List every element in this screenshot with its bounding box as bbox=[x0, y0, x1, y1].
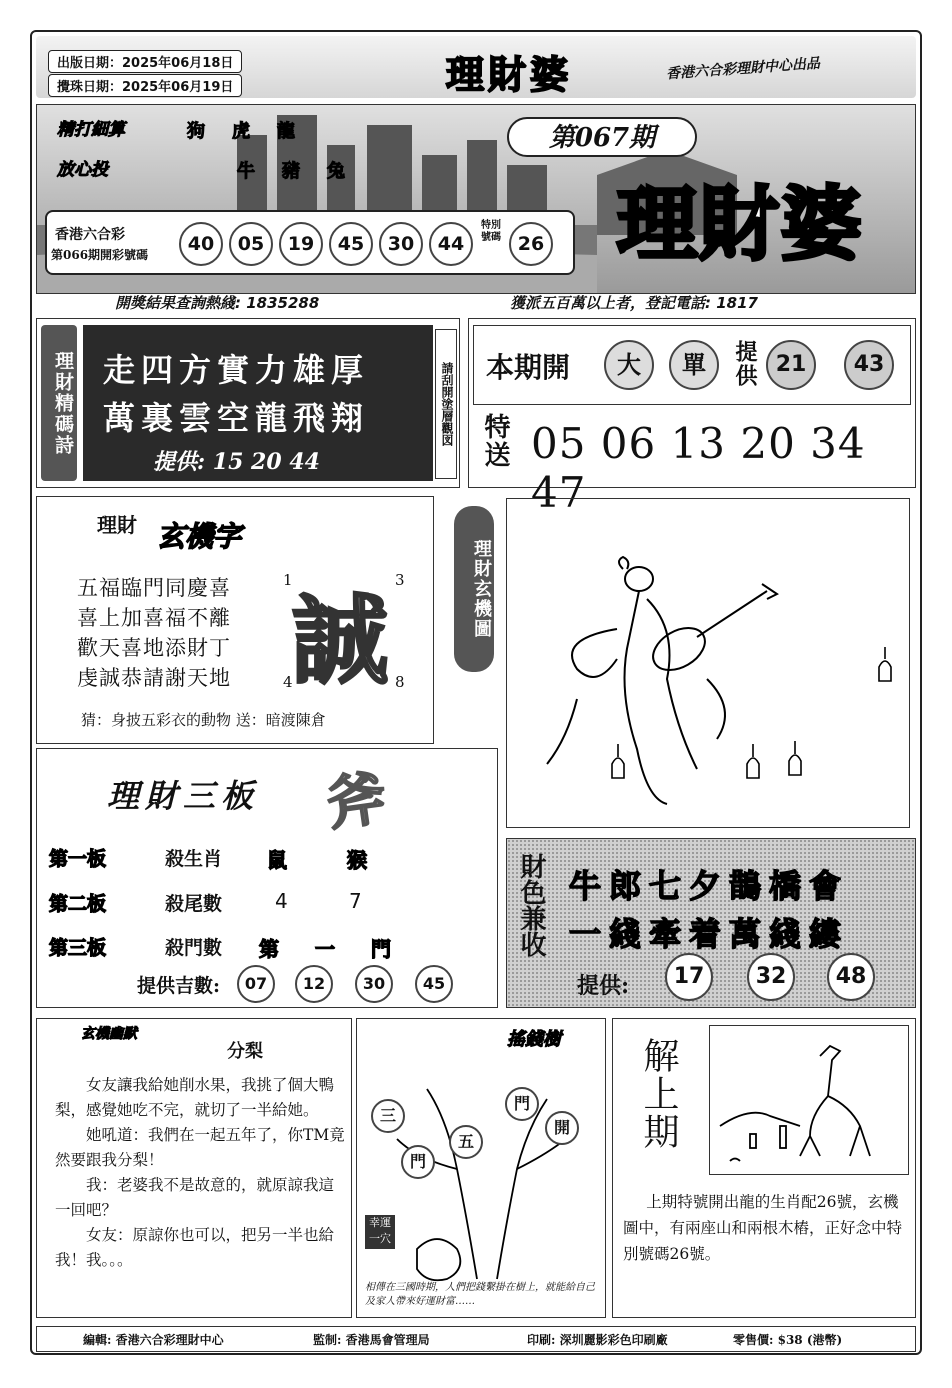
publish-date: 出版日期：2025年06月18日 bbox=[48, 50, 242, 73]
lucky-ball: 30 bbox=[355, 965, 393, 1003]
tree-fruit: 開 bbox=[545, 1111, 579, 1145]
axe-row-3-value: 第 bbox=[259, 937, 279, 961]
tree-fruit: 三 bbox=[371, 1099, 405, 1133]
big-title: 理財婆 bbox=[617, 177, 863, 271]
joke-badge: 玄機幽默 bbox=[81, 1026, 137, 1042]
xuanji-line: 歡天喜地添財丁 bbox=[77, 636, 231, 660]
xuanji-line: 虔誠恭請謝天地 bbox=[77, 666, 231, 690]
wealth-section bbox=[506, 838, 916, 1008]
axe-char: 斧 bbox=[323, 763, 391, 839]
poem-side-label: 理財精碼詩 bbox=[41, 325, 77, 481]
big-character: 誠 bbox=[292, 584, 388, 697]
special-ball: 26 bbox=[509, 222, 553, 266]
solution-section bbox=[612, 1018, 916, 1318]
banner bbox=[36, 104, 916, 294]
xuanji-title: 玄機字 bbox=[157, 520, 242, 553]
slogan-3: 虎 bbox=[232, 121, 250, 142]
axe-row-2-action: 殺尾數 bbox=[165, 893, 223, 915]
poem-provide: 提供: 15 20 44 bbox=[153, 449, 320, 475]
axe-row-2-label: 第二板 bbox=[49, 893, 107, 915]
joke-paragraph: 她吼道：我們在一起五年了，你TM竟然要跟我分梨！ bbox=[55, 1126, 345, 1169]
footer bbox=[36, 1326, 916, 1352]
picture-label: 理財玄機圖 bbox=[454, 506, 494, 672]
poem-line-2: 萬裏雲空龍飛翔 bbox=[103, 399, 370, 437]
joke-paragraph: 女友：原諒你也可以，把另一半也給我！我。。。 bbox=[55, 1226, 335, 1269]
xuanji-prefix: 理財 bbox=[97, 513, 137, 537]
special-send-numbers: 05 06 13 20 34 47 bbox=[531, 419, 866, 517]
tree-fruit: 門 bbox=[505, 1087, 539, 1121]
open-label: 本期開 bbox=[486, 351, 571, 384]
footer-supervisor: 監制: 香港馬會管理局 bbox=[313, 1333, 430, 1347]
tree-tag: 幸運一穴 bbox=[365, 1215, 395, 1249]
lucky-ball: 45 bbox=[415, 965, 453, 1003]
results-strip bbox=[45, 210, 575, 275]
axe-row-3-label: 第三板 bbox=[49, 937, 107, 959]
header bbox=[36, 36, 916, 98]
axe-row-3-action: 殺門數 bbox=[165, 937, 223, 959]
slogan-4: 龍 bbox=[277, 121, 295, 142]
open-ball-2: 單 bbox=[669, 340, 719, 390]
axe-row-1-value: 猴 bbox=[347, 848, 367, 872]
corner-num-1: 1 bbox=[283, 571, 293, 589]
result-ball: 05 bbox=[229, 222, 273, 266]
lucky-ball: 07 bbox=[237, 965, 275, 1003]
results-label-1: 香港六合彩 bbox=[55, 227, 125, 243]
provide-label: 提供 bbox=[732, 340, 758, 388]
solution-text: 上期特號開出龍的生肖配26號，玄機圖中，有兩座山和兩根木樁，正好念中特別號碼26號。 bbox=[623, 1193, 903, 1263]
tree-section bbox=[356, 1018, 606, 1318]
masthead: 理財婆 bbox=[446, 52, 573, 97]
slogan-6: 牛 bbox=[237, 161, 255, 182]
money-tree-illustration bbox=[357, 1019, 607, 1319]
slogan-7: 豬 bbox=[282, 161, 300, 182]
xuanji-riddle: 猜：身披五彩衣的動物 送：暗渡陳倉 bbox=[81, 711, 326, 729]
this-issue-section bbox=[468, 318, 916, 517]
wealth-ball: 48 bbox=[827, 953, 875, 1001]
open-ball-1: 大 bbox=[604, 340, 654, 390]
wealth-ball: 17 bbox=[665, 953, 713, 1001]
corner-num-4: 4 bbox=[283, 673, 293, 691]
axe-row-2-value: 7 bbox=[349, 889, 362, 913]
slogan-1: 精打細算 bbox=[57, 120, 125, 140]
slogan-2: 狗 bbox=[187, 121, 205, 142]
axe-row-3-value: 門 bbox=[371, 937, 391, 961]
slogan-5: 放心投 bbox=[57, 160, 108, 180]
wealth-line-1: 牛郎七夕鵲橋會 bbox=[569, 867, 850, 905]
issue-badge: 第067期 bbox=[507, 117, 697, 157]
lucky-ball: 12 bbox=[295, 965, 333, 1003]
provide-ball: 43 bbox=[844, 340, 894, 390]
result-ball: 19 bbox=[279, 222, 323, 266]
picture-panel bbox=[506, 498, 910, 828]
register-phone: 獲派五百萬以上者，登記電話: 1817 bbox=[510, 294, 758, 312]
giraffe-panel bbox=[709, 1025, 909, 1175]
lucky-label: 提供吉數: bbox=[137, 975, 221, 997]
tree-title: 搖錢樹 bbox=[507, 1029, 561, 1050]
xuanji-section bbox=[36, 496, 434, 744]
axe-row-1-label: 第一板 bbox=[49, 848, 107, 870]
footer-price: 零售價: $38 (港幣) bbox=[733, 1333, 843, 1347]
poem-line-1: 走四方實力雄厚 bbox=[103, 351, 370, 389]
result-ball: 45 bbox=[329, 222, 373, 266]
axe-row-3-value: 一 bbox=[315, 937, 335, 961]
provide-ball: 21 bbox=[766, 340, 816, 390]
scratch-note: 請刮開塗層觀図 bbox=[435, 329, 457, 479]
slogan-8: 兔 bbox=[327, 161, 345, 182]
solution-title: 解上期 bbox=[638, 1037, 679, 1151]
banner-text: 香港六合彩理財中心出品 bbox=[665, 55, 821, 83]
joke-paragraph: 女友讓我給她削水果，我挑了個大鴨梨，感覺她吃不完，就切了一半給她。 bbox=[55, 1076, 335, 1119]
axes-title: 理財三板 bbox=[107, 777, 260, 815]
giraffe-illustration bbox=[710, 1026, 910, 1176]
open-row bbox=[473, 325, 911, 405]
draw-date: 攪珠日期：2025年06月19日 bbox=[48, 74, 242, 97]
poem-panel bbox=[83, 325, 433, 481]
axe-row-1-action: 殺生肖 bbox=[165, 848, 223, 870]
result-ball: 30 bbox=[379, 222, 423, 266]
result-ball: 44 bbox=[429, 222, 473, 266]
tree-caption: 相傳在三國時期，人們把錢繫掛在樹上，就能給自己及家人帶來好運財富…… bbox=[365, 1282, 595, 1307]
special-label: 特別號碼 bbox=[481, 220, 501, 243]
axe-row-1-value: 鼠 bbox=[267, 848, 287, 872]
tree-fruit: 五 bbox=[449, 1125, 483, 1159]
joke-section bbox=[36, 1018, 352, 1318]
footer-editor: 編輯: 香港六合彩理財中心 bbox=[83, 1333, 224, 1347]
corner-num-8: 8 bbox=[395, 673, 405, 691]
axe-row-2-value: 4 bbox=[275, 889, 288, 913]
results-label-2: 第066期開彩號碼 bbox=[51, 248, 149, 262]
corner-num-3: 3 bbox=[395, 571, 405, 589]
xuanji-line: 五福臨門同慶喜 bbox=[77, 576, 231, 600]
xuanji-line: 喜上加喜福不離 bbox=[77, 606, 231, 630]
joke-paragraph: 我：老婆我不是故意的，就原諒我這一回吧？ bbox=[55, 1176, 335, 1219]
joke-body bbox=[55, 1073, 345, 1273]
wealth-line-2: 一綫牽着萬綫縷 bbox=[569, 915, 850, 953]
poem-section bbox=[36, 318, 460, 488]
lute-player-illustration bbox=[507, 499, 911, 829]
wealth-side: 財色兼收 bbox=[516, 853, 546, 957]
joke-title: 分梨 bbox=[227, 1041, 263, 1062]
wealth-ball: 32 bbox=[747, 953, 795, 1001]
tree-fruit: 門 bbox=[401, 1145, 435, 1179]
special-send-label: 特送 bbox=[480, 413, 510, 469]
three-axes-section bbox=[36, 748, 498, 1008]
hotline: 開獎結果查詢熱綫: 1835288 bbox=[115, 294, 320, 312]
result-ball: 40 bbox=[179, 222, 223, 266]
wealth-provide-label: 提供: bbox=[577, 973, 630, 999]
footer-printer: 印刷: 深圳麗影彩色印刷廠 bbox=[527, 1333, 668, 1347]
